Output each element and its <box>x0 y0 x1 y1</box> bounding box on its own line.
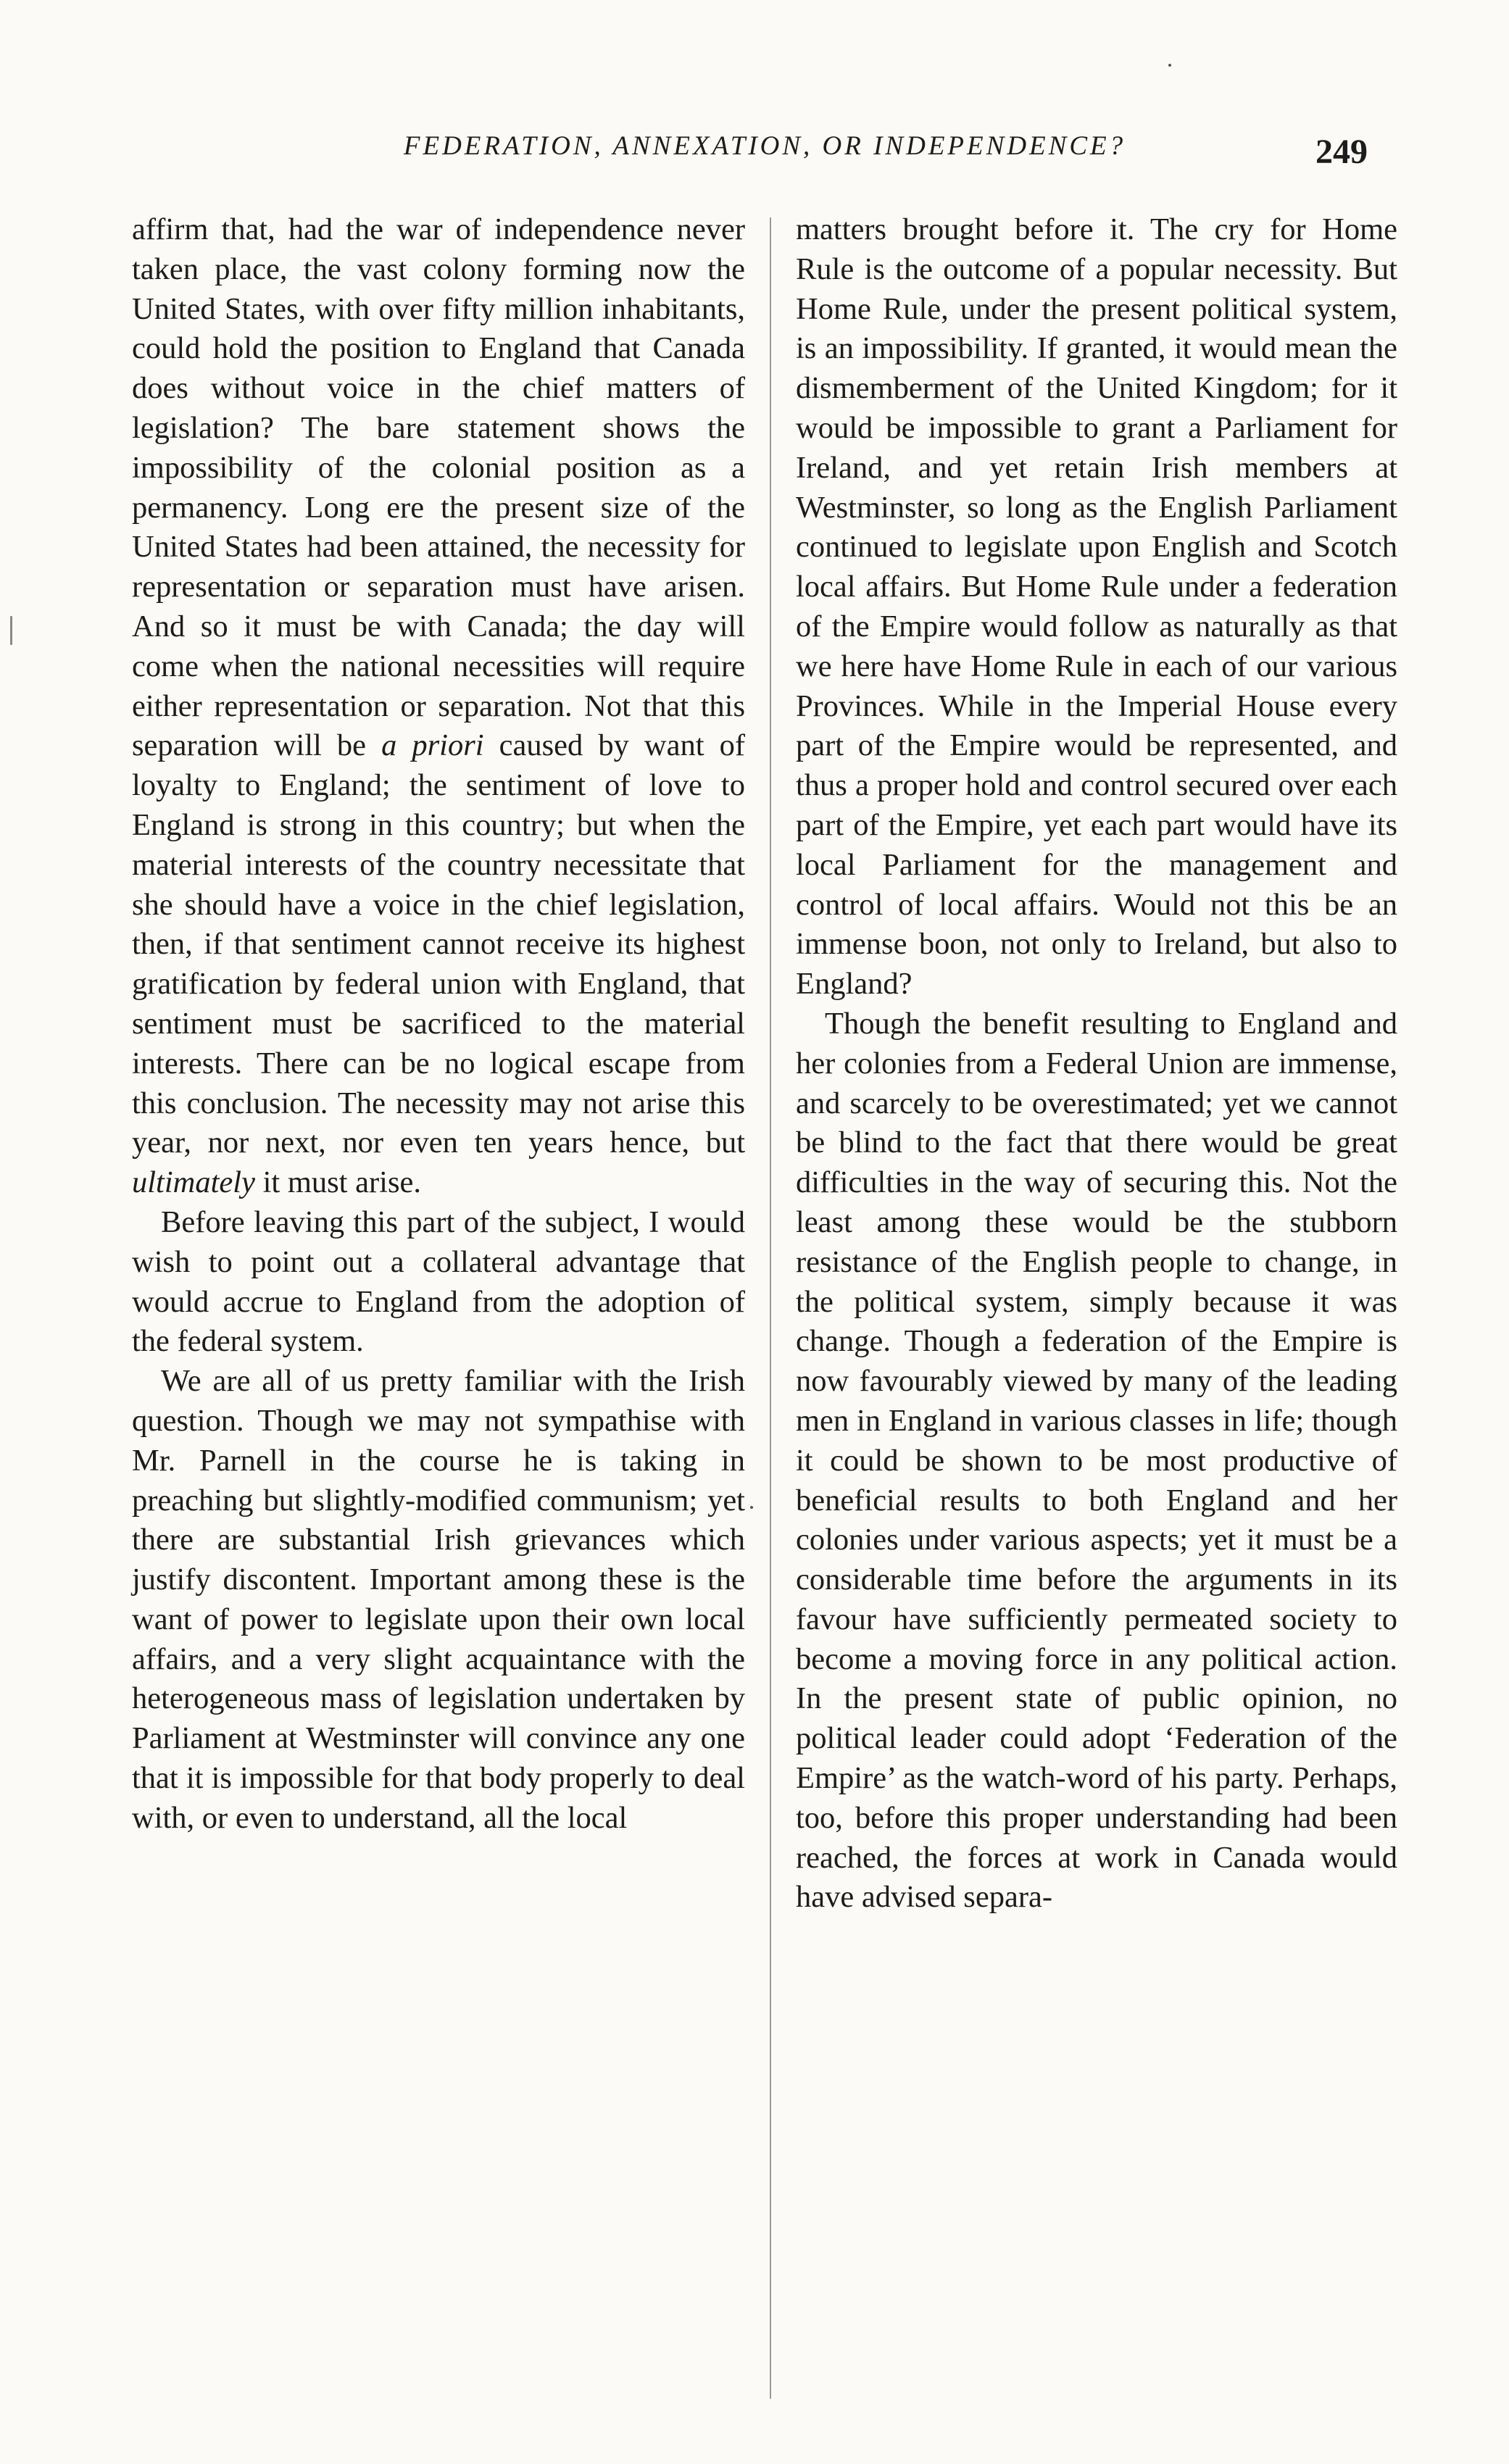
left-column <box>132 210 745 1839</box>
left-p1-text-c: it must arise. <box>262 1165 421 1200</box>
left-p1-ultimately: ultimately <box>132 1165 255 1200</box>
left-paragraph-2: Before leaving this part of the subject, I would wish to point out a collateral advantage that would accrue to England from the adoption of the federal system. <box>132 1204 745 1359</box>
paper-speck <box>10 616 12 645</box>
left-p1-text-a: affirm that, had the war of independence never taken place, the vast colony forming now the United States, with over fifty million inhabitants, could hold the position to England that Canada does without voice in the chief matters of legislation? The bare statement shows the impossibility of the colonial position as a permanency. Long ere the present size of the United States had been attained, the necessity for representation or separation must have arisen. And so it must be with Canada; the day will come when the national necessities will require either representation or separation. Not that this separation will be <box>132 212 745 763</box>
left-paragraph-1 <box>132 210 745 1203</box>
right-paragraph-1: matters brought before it. The cry for Home Rule is the outcome of a popular necessity. But Home Rule, under the present political system, is an impossibility. If granted, it would mean the dismemberment of the United Kingdom; for it would be impossible to grant a Parliament for Ireland, and yet retain Irish members at Westminster, so long as the English Parliament continued to legislate upon English and Scotch local affairs. But Home Rule under a federation of the Empire would follow as naturally as that we here have Home Rule in each of our various Provinces. While in the Imperial House every part of the Empire would be represented, and thus a proper hold and control secured over each part of the Empire, yet each part would have its local Parliament for the management and control of local affairs. Would not this be an immense boon, not only to Ireland, but also to England? <box>796 212 1397 1002</box>
right-column <box>796 210 1397 1918</box>
left-p1-a-priori: a priori <box>381 728 484 763</box>
column-divider <box>770 217 771 2399</box>
left-paragraph-3: We are all of us pretty familiar with the Irish question. Though we may not sympathise with Mr. Parnell in the course he is taking in preaching but slightly-modified communism; yet there are substantial Irish grievances which justify discontent. Important among these is the want of power to legislate upon their own local affairs, and a very slight acquaintance with the heterogeneous mass of legislation undertaken by Parliament at Westminster will convince any one that it is impossible for that body properly to deal with, or even to understand, all the local <box>132 1364 745 1835</box>
paper-speck <box>1168 64 1171 67</box>
paper-speck <box>750 1506 753 1509</box>
page-number: 249 <box>1315 133 1368 171</box>
left-p1-text-b: caused by want of loyalty to England; the sentiment of love to England is strong in this country; but when the material interests of the country necessitate that she should have a voice in the chief legislation, then, if that sentiment cannot receive its highest gratification by federal union with England, that sentiment must be sacrificed to the material interests. There can be no logical escape from this conclusion. The necessity may not arise this year, nor next, nor even ten years hence, but <box>132 728 745 1160</box>
right-paragraph-2: Though the benefit resulting to England and her colonies from a Federal Union are immense, and scarcely to be overestimated; yet we cannot be blind to the fact that there would be great difficulties in the way of securing this. Not the least among these would be the stubborn resistance of the English people to change, in the political system, simply because it was change. Though a federation of the Empire is now favourably viewed by many of the leading men in England in various classes in life; though it could be shown to be most productive of beneficial results to both England and her colonies under various aspects; yet it must be a considerable time before the arguments in its favour have sufficiently permeated society to become a moving force in any political action. In the present state of public opinion, no political leader could adopt ‘Federation of the Empire’ as the watch-word of his party. Perhaps, too, before this proper understanding had been reached, the forces at work in Canada would have advised separa- <box>796 1006 1397 1915</box>
running-title: FEDERATION, ANNEXATION, OR INDEPENDENCE? <box>403 131 1126 161</box>
